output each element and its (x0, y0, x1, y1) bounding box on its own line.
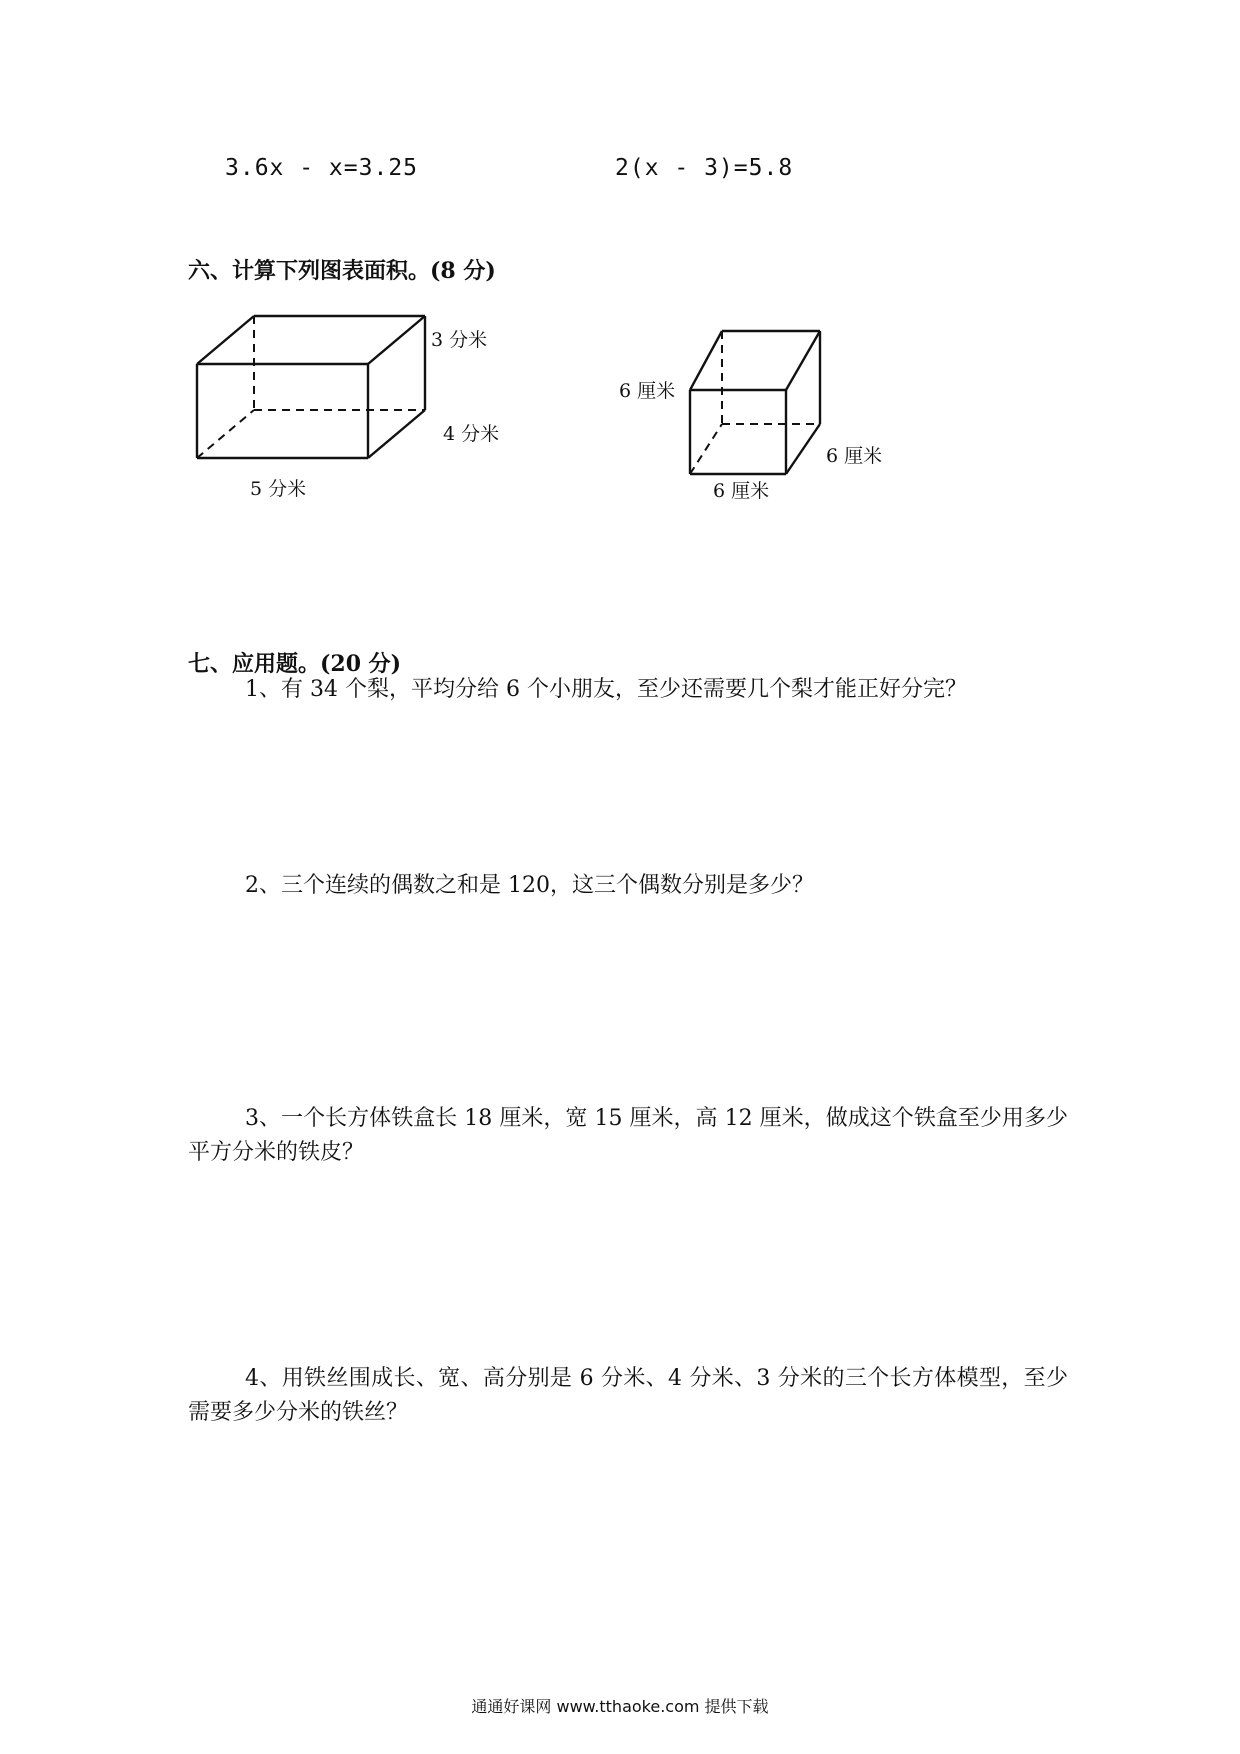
section-7-heading: 七、应用题。(20 分) (188, 651, 402, 677)
cube-figure (0, 0, 1240, 560)
cube-width-label: 6 厘米 (826, 445, 883, 467)
question-1: 1、有 34 个梨，平均分给 6 个小朋友，至少还需要几个梨才能正好分完？ (245, 677, 967, 702)
page-footer: 通通好课网 www.tthaoke.com 提供下载 (471, 1697, 769, 1716)
cube-height-label: 6 厘米 (619, 380, 676, 402)
equation-1: 3.6x - x=3.25 (225, 155, 419, 181)
question-2: 2、三个连续的偶数之和是 120，这三个偶数分别是多少？ (245, 873, 814, 898)
section-6-heading: 六、计算下列图表面积。(8 分) (188, 258, 496, 284)
cuboid-length-label: 5 分米 (250, 478, 307, 500)
cuboid-width-label: 4 分米 (443, 423, 500, 445)
cube-length-label: 6 厘米 (713, 480, 770, 502)
question-3: 3、一个长方体铁盒长 18 厘米，宽 15 厘米，高 12 厘米，做成这个铁盒至少用多少平方分米的铁皮？ (188, 1106, 1068, 1165)
equation-2: 2(x - 3)=5.8 (615, 155, 794, 181)
cuboid-height-label: 3 分米 (431, 329, 488, 351)
question-4: 4、用铁丝围成长、宽、高分别是 6 分米、4 分米、3 分米的三个长方体模型，至少需要多少分米的铁丝？ (188, 1366, 1068, 1425)
